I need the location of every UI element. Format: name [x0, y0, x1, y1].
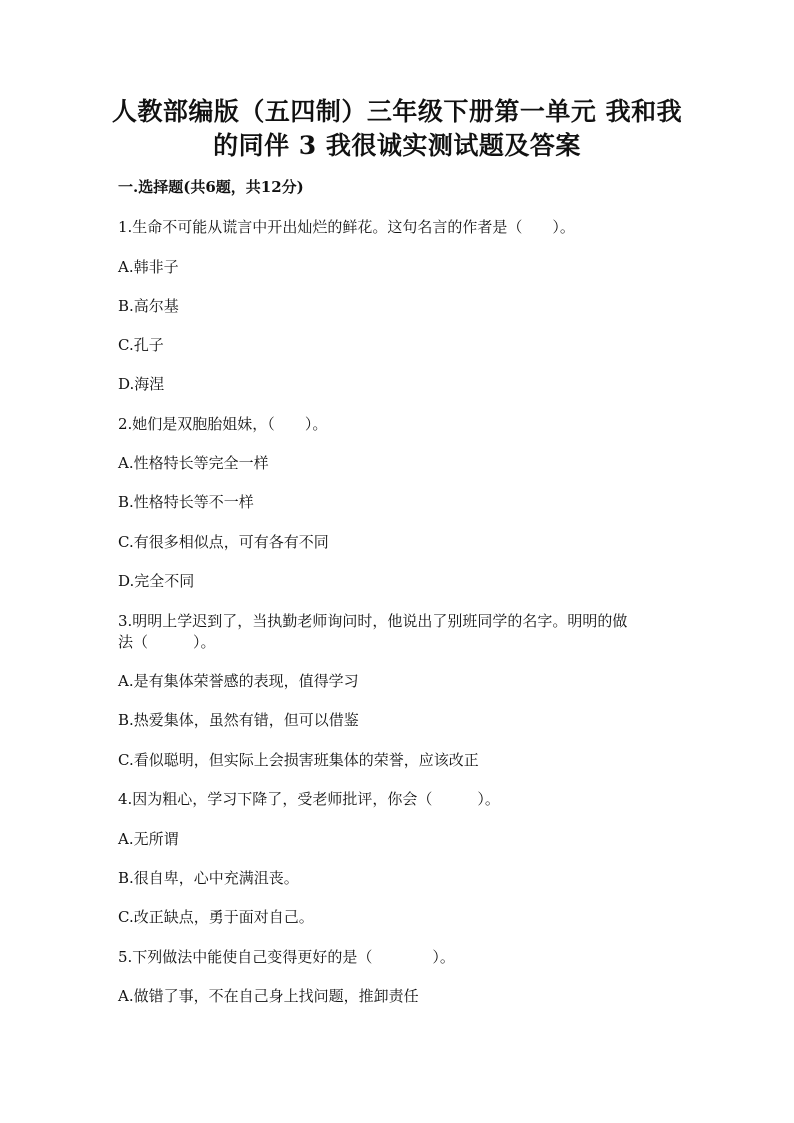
question-2: 2.她们是双胞胎姐妹，（ ）。: [118, 415, 328, 433]
question-1-option-d: D.海涅: [118, 375, 165, 393]
question-5-option-a: A.做错了事，不在自己身上找问题，推卸责任: [118, 987, 419, 1005]
question-2-option-d: D.完全不同: [118, 572, 195, 590]
question-4-option-a: A.无所谓: [118, 830, 179, 848]
question-5: 5.下列做法中能使自己变得更好的是（ ）。: [118, 948, 455, 966]
document-title-line-2: 的同伴 3 我很诚实测试题及答案: [213, 131, 581, 160]
question-4: 4.因为粗心，学习下降了，受老师批评，你会（ ）。: [118, 790, 500, 808]
question-4-option-c: C.改正缺点，勇于面对自己。: [118, 908, 314, 926]
section-heading: 一.选择题(共6题，共12分): [118, 178, 304, 196]
question-2-option-b: B.性格特长等不一样: [118, 493, 254, 511]
question-3-option-b: B.热爱集体，虽然有错，但可以借鉴: [118, 711, 359, 729]
question-3-option-a: A.是有集体荣誉感的表现，值得学习: [118, 672, 359, 690]
question-3-line-2: 法（ ）。: [118, 633, 216, 651]
question-1-option-a: A.韩非子: [118, 258, 179, 276]
question-2-option-c: C.有很多相似点，可有各有不同: [118, 533, 329, 551]
question-3-option-c: C.看似聪明，但实际上会损害班集体的荣誉，应该改正: [118, 751, 479, 769]
question-3-line-1: 3.明明上学迟到了，当执勤老师询问时，他说出了别班同学的名字。明明的做: [118, 612, 628, 630]
question-4-option-b: B.很自卑，心中充满沮丧。: [118, 869, 299, 887]
question-1-option-c: C.孔子: [118, 336, 164, 354]
document-title-line-1: 人教部编版（五四制）三年级下册第一单元 我和我: [111, 97, 683, 126]
question-2-option-a: A.性格特长等完全一样: [118, 454, 269, 472]
question-1: 1.生命不可能从谎言中开出灿烂的鲜花。这句名言的作者是（ ）。: [118, 218, 575, 236]
question-1-option-b: B.高尔基: [118, 297, 179, 315]
